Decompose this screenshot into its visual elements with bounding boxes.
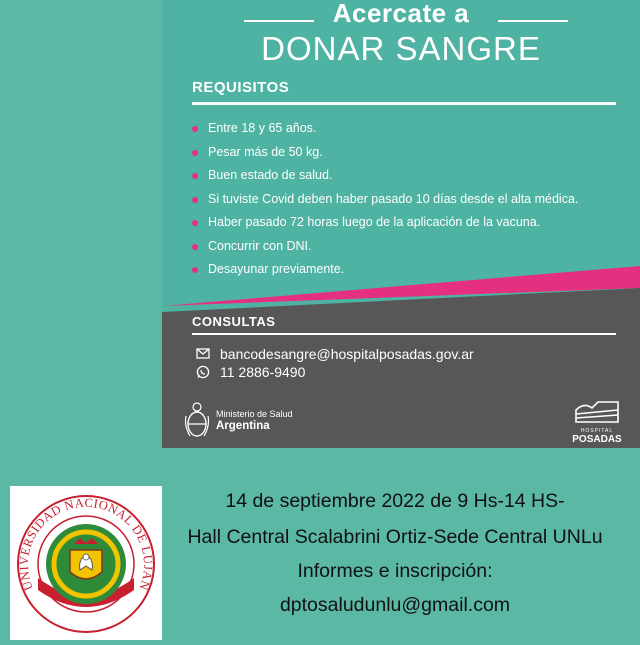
argentina-label: Argentina <box>216 420 270 432</box>
info-email[interactable]: dptosaludunlu@gmail.com <box>279 594 511 616</box>
requirement-item <box>192 141 578 165</box>
consultas-divider <box>192 333 616 335</box>
contact-phone[interactable]: 11 2886-9490 <box>220 364 306 380</box>
university-logo-card <box>10 486 162 640</box>
bullet-icon <box>192 244 198 250</box>
contact-email[interactable]: bancodesangre@hospitalposadas.gov.ar <box>220 346 474 362</box>
university-seal-icon <box>10 486 162 640</box>
title-small: Acercate a <box>332 0 470 28</box>
info-heading: Informes e inscripción: <box>297 560 493 582</box>
hospital-building-icon <box>574 398 620 424</box>
bullet-icon <box>192 220 198 226</box>
argentina-coat-of-arms-icon <box>184 400 210 440</box>
requirement-item <box>192 211 578 235</box>
contact-email-row <box>196 346 474 362</box>
ministerio-label: Ministerio de Salud <box>216 409 293 419</box>
blood-donation-poster <box>162 0 640 448</box>
bullet-icon <box>192 267 198 273</box>
bullet-icon <box>192 173 198 179</box>
requirement-text: Pesar más de 50 kg. <box>208 144 323 159</box>
bullet-icon <box>192 197 198 203</box>
requirement-text: Haber pasado 72 horas luego de la aplicación de la vacuna. <box>208 215 541 229</box>
requirement-item <box>192 188 578 212</box>
requirement-text: Buen estado de salud. <box>208 168 333 182</box>
event-location: Hall Central Scalabrini Ortiz-Sede Central UNLu <box>187 526 603 548</box>
hospital-name: POSADAS <box>572 434 622 445</box>
consultas-heading: CONSULTAS <box>192 314 276 329</box>
requirements-list <box>192 117 578 282</box>
svg-text:UNIVERSIDAD NACIONAL DE LUJAN: UNIVERSIDAD NACIONAL DE LUJAN <box>16 495 156 593</box>
mail-icon <box>196 348 210 360</box>
requirements-heading: REQUISITOS <box>192 79 290 96</box>
bullet-icon <box>192 126 198 132</box>
event-date: 14 de septiembre 2022 de 9 Hs-14 HS- <box>225 490 565 512</box>
contact-phone-row <box>196 364 305 380</box>
requirement-text: Si tuviste Covid deben haber pasado 10 días desde el alta médica. <box>208 191 579 206</box>
requirement-text: Desayunar previamente. <box>208 262 345 276</box>
hospital-posadas-logo <box>572 398 622 445</box>
bullet-icon <box>192 150 198 156</box>
requirement-text: Entre 18 y 65 años. <box>208 121 317 135</box>
ministerio-logo <box>184 400 293 440</box>
requirements-divider <box>192 102 616 105</box>
whatsapp-icon <box>196 365 210 379</box>
hospital-label: HOSPITAL <box>580 428 614 434</box>
title-big: DONAR SANGRE <box>261 30 541 67</box>
requirement-text: Concurrir con DNI. <box>208 238 312 253</box>
requirement-item <box>192 164 578 188</box>
poster-title <box>162 0 640 72</box>
requirement-item <box>192 235 578 259</box>
requirement-item <box>192 117 578 141</box>
